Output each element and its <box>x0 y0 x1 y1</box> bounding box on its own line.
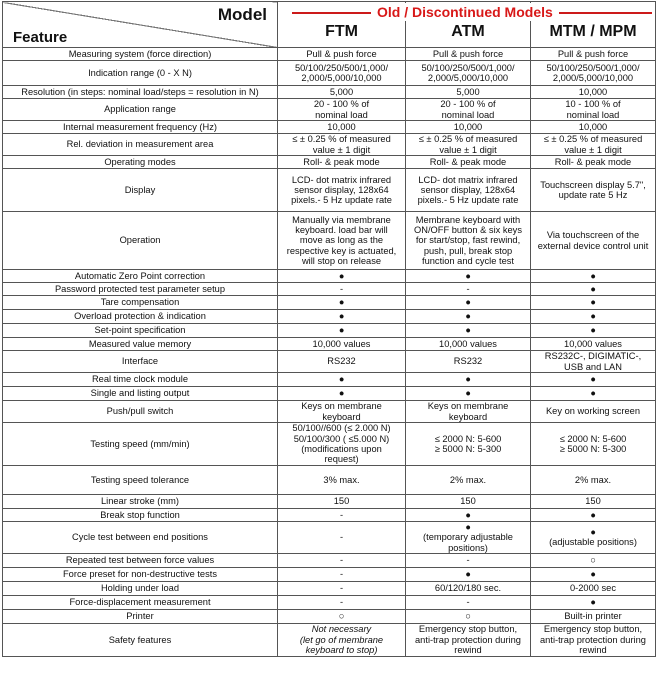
table-row <box>3 99 656 121</box>
table-row <box>3 595 656 609</box>
feature-cell: Single and listing output <box>3 387 278 401</box>
mtm-value-cell: 10 - 100 % of nominal load <box>531 99 656 121</box>
col-mtm-label: MTM / MPM <box>549 23 637 41</box>
atm-value-cell: 5,000 <box>406 86 531 99</box>
table-row <box>3 169 656 212</box>
atm-value-cell: ● (temporary adjustable positions) <box>406 522 531 554</box>
mtm-value-cell: ● (adjustable positions) <box>531 522 656 554</box>
mtm-value-cell: Via touchscreen of the external device control unit <box>531 212 656 270</box>
mtm-value-cell: Roll- & peak mode <box>531 156 656 169</box>
atm-value-cell: ≤ ± 0.25 % of measured value ± 1 digit <box>406 134 531 156</box>
ftm-value-cell: 50/100/250/500/1,000/ 2,000/5,000/10,000 <box>278 61 406 86</box>
feature-cell: Application range <box>3 99 278 121</box>
feature-cell: Internal measurement frequency (Hz) <box>3 121 278 134</box>
atm-value-cell: 10,000 <box>406 121 531 134</box>
atm-value-cell: - <box>406 595 531 609</box>
mtm-value-cell: ● <box>531 324 656 338</box>
mtm-value-cell: 10,000 values <box>531 338 656 351</box>
table-row <box>3 623 656 656</box>
feature-cell: Tare compensation <box>3 296 278 310</box>
mtm-value-cell: ≤ 2000 N: 5-600 ≥ 5000 N: 5-300 <box>531 423 656 466</box>
table-row <box>3 61 656 86</box>
atm-value-cell: Keys on membrane keyboard <box>406 401 531 423</box>
feature-cell: Safety features <box>3 623 278 656</box>
feature-label: Feature <box>13 28 68 46</box>
mtm-value-cell: ● <box>531 387 656 401</box>
atm-value-cell: 20 - 100 % of nominal load <box>406 99 531 121</box>
ftm-value-cell: Roll- & peak mode <box>278 156 406 169</box>
feature-cell: Real time clock module <box>3 373 278 387</box>
ftm-value-cell: - <box>278 567 406 581</box>
feature-cell: Testing speed (mm/min) <box>3 423 278 466</box>
ftm-value-cell: - <box>278 595 406 609</box>
ftm-value-cell: Pull & push force <box>278 48 406 61</box>
ftm-value-cell: LCD- dot matrix infrared sensor display, 128x64 pixels.- 5 Hz update rate <box>278 169 406 212</box>
col-atm-label: ATM <box>451 23 485 41</box>
atm-value-cell: 2% max. <box>406 466 531 495</box>
table-row <box>3 553 656 567</box>
ftm-value-cell: - <box>278 283 406 296</box>
ftm-value-cell: Not necessary (let go of membrane keyboard to stop) <box>278 623 406 656</box>
ftm-value-cell: - <box>278 522 406 554</box>
feature-cell: Force-displacement measurement <box>3 595 278 609</box>
atm-value-cell: ● <box>406 310 531 324</box>
table-row <box>3 324 656 338</box>
ftm-value-cell: 3% max. <box>278 466 406 495</box>
mtm-value-cell: RS232C-, DIGIMATIC-, USB and LAN <box>531 351 656 373</box>
table-row <box>3 310 656 324</box>
atm-value-cell: ● <box>406 567 531 581</box>
atm-value-cell: ○ <box>406 609 531 623</box>
atm-value-cell: ● <box>406 373 531 387</box>
mtm-value-cell: Built-in printer <box>531 609 656 623</box>
table-row <box>3 609 656 623</box>
table-row <box>3 212 656 270</box>
ftm-value-cell: ○ <box>278 609 406 623</box>
feature-cell: Holding under load <box>3 581 278 595</box>
feature-cell: Indication range (0 - X N) <box>3 61 278 86</box>
mtm-value-cell: Touchscreen display 5.7", update rate 5 Hz <box>531 169 656 212</box>
ftm-value-cell: 5,000 <box>278 86 406 99</box>
ftm-value-cell: ● <box>278 270 406 283</box>
atm-value-cell: ● <box>406 324 531 338</box>
atm-value-cell: Roll- & peak mode <box>406 156 531 169</box>
feature-cell: Set-point specification <box>3 324 278 338</box>
mtm-value-cell: Key on working screen <box>531 401 656 423</box>
feature-cell: Printer <box>3 609 278 623</box>
atm-value-cell: RS232 <box>406 351 531 373</box>
table-row <box>3 423 656 466</box>
mtm-value-cell: ● <box>531 567 656 581</box>
atm-value-cell: ● <box>406 270 531 283</box>
table-row <box>3 134 656 156</box>
table-row <box>3 509 656 522</box>
table-row <box>3 351 656 373</box>
ftm-value-cell: ● <box>278 387 406 401</box>
discontinued-banner <box>2 1 655 23</box>
feature-cell: Measured value memory <box>3 338 278 351</box>
feature-cell: Measuring system (force direction) <box>3 48 278 61</box>
mtm-value-cell: 0-2000 sec <box>531 581 656 595</box>
mtm-value-cell: ○ <box>531 553 656 567</box>
table-row <box>3 283 656 296</box>
atm-value-cell: ≤ 2000 N: 5-600 ≥ 5000 N: 5-300 <box>406 423 531 466</box>
ftm-value-cell: ● <box>278 310 406 324</box>
table-row <box>3 567 656 581</box>
feature-cell: Password protected test parameter setup <box>3 283 278 296</box>
feature-cell: Linear stroke (mm) <box>3 495 278 509</box>
mtm-value-cell: Emergency stop button, anti-trap protection during rewind <box>531 623 656 656</box>
atm-value-cell: ● <box>406 296 531 310</box>
table-row <box>3 373 656 387</box>
ftm-value-cell: ≤ ± 0.25 % of measured value ± 1 digit <box>278 134 406 156</box>
table-row <box>3 48 656 61</box>
feature-cell: Rel. deviation in measurement area <box>3 134 278 156</box>
atm-value-cell: Emergency stop button, anti-trap protection during rewind <box>406 623 531 656</box>
table-row <box>3 401 656 423</box>
ftm-value-cell: 50/100//600 (≤ 2.000 N) 50/100/300 ( ≤5.000 N) (modifications upon request) <box>278 423 406 466</box>
ftm-value-cell: - <box>278 581 406 595</box>
mtm-value-cell: 50/100/250/500/1,000/ 2,000/5,000/10,000 <box>531 61 656 86</box>
ftm-value-cell: 20 - 100 % of nominal load <box>278 99 406 121</box>
table-row <box>3 495 656 509</box>
ftm-value-cell: ● <box>278 296 406 310</box>
mtm-value-cell: ● <box>531 595 656 609</box>
mtm-value-cell: ≤ ± 0.25 % of measured value ± 1 digit <box>531 134 656 156</box>
feature-cell: Repeated test between force values <box>3 553 278 567</box>
feature-cell: Resolution (in steps: nominal load/steps = resolution in N) <box>3 86 278 99</box>
atm-value-cell: 10,000 values <box>406 338 531 351</box>
atm-value-cell: ● <box>406 509 531 522</box>
mtm-value-cell: Pull & push force <box>531 48 656 61</box>
ftm-value-cell: 10,000 <box>278 121 406 134</box>
banner-text: Old / Discontinued Models <box>371 3 559 21</box>
ftm-value-cell: - <box>278 509 406 522</box>
feature-cell: Testing speed tolerance <box>3 466 278 495</box>
feature-cell: Automatic Zero Point correction <box>3 270 278 283</box>
atm-value-cell: ● <box>406 387 531 401</box>
ftm-value-cell: - <box>278 553 406 567</box>
mtm-value-cell: ● <box>531 296 656 310</box>
mtm-value-cell: 10,000 <box>531 121 656 134</box>
mtm-value-cell: 150 <box>531 495 656 509</box>
table-row <box>3 121 656 134</box>
atm-value-cell: Pull & push force <box>406 48 531 61</box>
mtm-value-cell: ● <box>531 283 656 296</box>
atm-value-cell: Membrane keyboard with ON/OFF button & six keys for start/stop, fast rewind, push, pull, break stop function and cycle test <box>406 212 531 270</box>
feature-cell: Break stop function <box>3 509 278 522</box>
ftm-value-cell: ● <box>278 324 406 338</box>
feature-cell: Operation <box>3 212 278 270</box>
feature-cell: Force preset for non-destructive tests <box>3 567 278 581</box>
mtm-value-cell: ● <box>531 509 656 522</box>
mtm-value-cell: 2% max. <box>531 466 656 495</box>
atm-value-cell: 60/120/180 sec. <box>406 581 531 595</box>
atm-value-cell: - <box>406 283 531 296</box>
comparison-table <box>2 1 656 657</box>
table-row <box>3 296 656 310</box>
atm-value-cell: LCD- dot matrix infrared sensor display, 128x64 pixels.- 5 Hz update rate <box>406 169 531 212</box>
ftm-value-cell: RS232 <box>278 351 406 373</box>
atm-value-cell: - <box>406 553 531 567</box>
feature-cell: Push/pull switch <box>3 401 278 423</box>
ftm-value-cell: 150 <box>278 495 406 509</box>
col-ftm-label: FTM <box>325 23 358 41</box>
feature-cell: Display <box>3 169 278 212</box>
table-row <box>3 466 656 495</box>
mtm-value-cell: ● <box>531 270 656 283</box>
mtm-value-cell: ● <box>531 310 656 324</box>
ftm-value-cell: Keys on membrane keyboard <box>278 401 406 423</box>
ftm-value-cell: ● <box>278 373 406 387</box>
ftm-value-cell: Manually via membrane keyboard. load bar will move as long as the respective key is actuated, will stop on release <box>278 212 406 270</box>
table-row <box>3 522 656 554</box>
atm-value-cell: 50/100/250/500/1,000/ 2,000/5,000/10,000 <box>406 61 531 86</box>
mtm-value-cell: 10,000 <box>531 86 656 99</box>
feature-cell: Overload protection & indication <box>3 310 278 324</box>
feature-cell: Cycle test between end positions <box>3 522 278 554</box>
feature-cell: Operating modes <box>3 156 278 169</box>
table-row <box>3 270 656 283</box>
table-row <box>3 581 656 595</box>
table-row <box>3 387 656 401</box>
ftm-value-cell: 10,000 values <box>278 338 406 351</box>
table-row <box>3 156 656 169</box>
model-label: Model <box>217 5 267 24</box>
feature-cell: Interface <box>3 351 278 373</box>
atm-value-cell: 150 <box>406 495 531 509</box>
table-row <box>3 86 656 99</box>
table-row <box>3 338 656 351</box>
mtm-value-cell: ● <box>531 373 656 387</box>
